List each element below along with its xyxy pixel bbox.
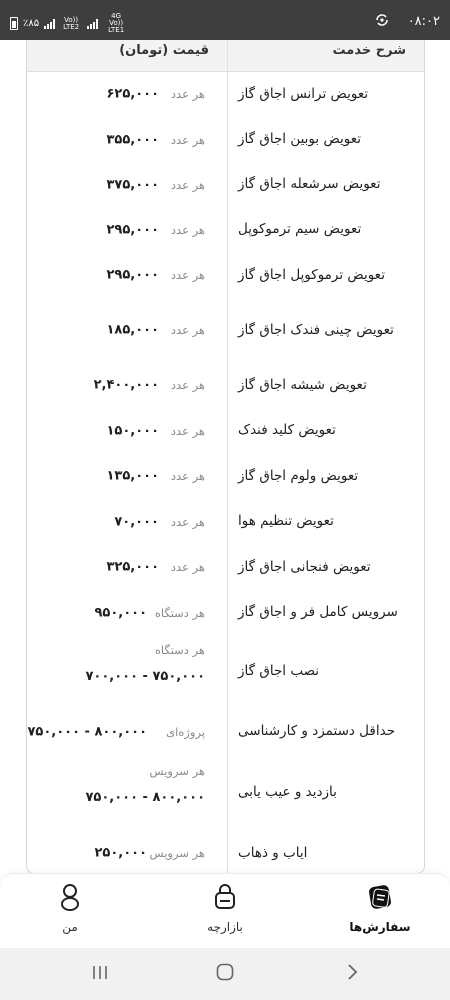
- column-header-service: شرح خدمت: [332, 43, 406, 58]
- home-icon[interactable]: [215, 962, 235, 986]
- price-amount: ۷۵۰,۰۰۰ - ۷۰۰,۰۰۰: [85, 669, 205, 684]
- status-left: [10, 13, 129, 34]
- price-unit: هر عدد: [170, 268, 205, 282]
- column-header-price: قیمت (تومان): [119, 43, 209, 58]
- bottom-nav: [0, 873, 450, 949]
- price-unit: هر دستگاه: [154, 605, 205, 620]
- service-name: ایاب و ذهاب: [238, 844, 308, 861]
- price-cell: [27, 590, 227, 635]
- clock: ۰۸:۰۲: [407, 14, 440, 29]
- price-cell: [27, 544, 227, 590]
- price-unit: هر عدد: [170, 514, 205, 529]
- back-icon[interactable]: [342, 962, 362, 986]
- price-cell: [27, 117, 227, 162]
- price-table: [26, 40, 425, 874]
- price-unit: هر عدد: [170, 222, 205, 237]
- price-cell: [27, 362, 227, 408]
- service-name: حداقل دستمزد و کارشناسی: [238, 723, 396, 739]
- nav-orders[interactable]: [335, 882, 425, 934]
- orders-icon: [335, 882, 425, 916]
- price-amount: ۲,۴۰۰,۰۰۰: [93, 377, 159, 393]
- price-cell: [27, 756, 227, 828]
- price-unit: هر عدد: [170, 378, 205, 392]
- price-cell: [27, 635, 227, 707]
- price-amount: ۱۵۰,۰۰۰: [106, 423, 159, 438]
- service-name: تعویض سرشعله اجاق گاز: [238, 176, 381, 192]
- price-unit: هر سرویس: [149, 764, 205, 778]
- sync-icon: [374, 13, 390, 30]
- price-amount: ۱۳۵,۰۰۰: [106, 468, 159, 484]
- price-amount: ۳۵۵,۰۰۰: [106, 132, 159, 147]
- service-name: سرویس کامل فر و اجاق گاز: [238, 604, 398, 620]
- shopping-bag-icon: [180, 882, 270, 916]
- price-unit: هر عدد: [170, 132, 205, 147]
- signal-icon: [87, 19, 98, 29]
- price-cell: [27, 707, 227, 756]
- price-amount: ۷۰,۰۰۰: [114, 514, 159, 529]
- price-unit: هر عدد: [170, 177, 205, 192]
- service-name: تعویض ولوم اجاق گاز: [238, 467, 359, 484]
- price-cell: [27, 162, 227, 207]
- service-name: تعویض سیم ترموکوپل: [238, 221, 362, 237]
- price-cell: [27, 453, 227, 499]
- system-nav-bar: [0, 948, 450, 1000]
- table-row: [27, 544, 424, 590]
- service-name: نصب اجاق گاز: [238, 662, 320, 679]
- price-unit: هر عدد: [170, 560, 205, 574]
- service-name: تعویض کلید فندک: [238, 422, 336, 438]
- status-bar: [0, 0, 450, 40]
- price-amount: ۱۸۵,۰۰۰: [106, 322, 159, 338]
- nav-profile[interactable]: [25, 882, 115, 934]
- price-amount: ۲۵۰,۰۰۰: [94, 845, 147, 861]
- table-row: [27, 71, 424, 117]
- table-row: [27, 756, 424, 828]
- service-name: تعویض شیشه اجاق گاز: [238, 376, 367, 393]
- table-row: [27, 252, 424, 298]
- table-row: [27, 408, 424, 453]
- table-header: [27, 40, 424, 72]
- table-row: [27, 207, 424, 252]
- service-name: تعویض ترانس اجاق گاز: [238, 85, 369, 102]
- service-name: تعویض تنظیم هوا: [238, 513, 334, 529]
- table-row: [27, 362, 424, 408]
- signal-icon: [44, 19, 55, 29]
- price-cell: [27, 298, 227, 362]
- service-name: بازدید و عیب یابی: [238, 783, 337, 800]
- price-cell: [27, 207, 227, 252]
- price-amount: ۸۰۰,۰۰۰ - ۷۵۰,۰۰۰: [27, 724, 147, 739]
- battery-level: ٪۸۵: [23, 18, 40, 29]
- price-cell: [27, 499, 227, 544]
- nav-market-label: بازارچه: [207, 920, 243, 934]
- table-row: [27, 635, 424, 707]
- price-amount: ۸۰۰,۰۰۰ - ۷۵۰,۰۰۰: [85, 790, 205, 805]
- nav-orders-label: سفارش‌ها: [349, 920, 411, 934]
- price-unit: هر عدد: [170, 423, 205, 438]
- price-amount: ۲۹۵,۰۰۰: [106, 222, 159, 237]
- service-name: تعویض فنجانی اجاق گاز: [238, 558, 371, 575]
- network-label-2: 4G Vo)) LTE1: [108, 12, 125, 34]
- price-unit: هر سرویس: [149, 846, 205, 860]
- table-row: [27, 707, 424, 756]
- nav-profile-label: من: [62, 920, 78, 934]
- table-row: [27, 590, 424, 635]
- price-amount: ۲۹۵,۰۰۰: [106, 267, 159, 283]
- price-unit: هر دستگاه: [154, 643, 205, 657]
- price-amount: ۶۲۵,۰۰۰: [106, 86, 159, 102]
- recent-apps-icon[interactable]: [90, 962, 110, 986]
- service-name: تعویض بوبین اجاق گاز: [238, 131, 361, 147]
- service-name: تعویض ترموکوپل اجاق گاز: [238, 266, 385, 283]
- service-name: تعویض چینی فندک اجاق گاز: [238, 321, 394, 338]
- price-amount: ۳۷۵,۰۰۰: [106, 177, 159, 192]
- price-amount: ۹۵۰,۰۰۰: [94, 605, 147, 620]
- price-unit: هر عدد: [170, 87, 205, 101]
- profile-icon: [25, 882, 115, 916]
- table-row: [27, 162, 424, 207]
- table-row: [27, 453, 424, 499]
- price-amount: ۳۲۵,۰۰۰: [106, 559, 159, 575]
- table-row: [27, 298, 424, 362]
- nav-market[interactable]: [180, 882, 270, 934]
- price-cell: [27, 408, 227, 453]
- table-row: [27, 117, 424, 162]
- network-label-1: Vo)) LTE2: [63, 15, 80, 31]
- price-unit: پروژه‌ای: [166, 724, 205, 739]
- price-unit: هر عدد: [170, 323, 205, 337]
- price-unit: هر عدد: [170, 469, 205, 483]
- price-cell: [27, 71, 227, 117]
- table-row: [27, 499, 424, 544]
- battery-icon: [10, 17, 18, 30]
- table-body: [27, 71, 424, 874]
- price-cell: [27, 828, 227, 874]
- price-cell: [27, 252, 227, 298]
- table-row: [27, 828, 424, 874]
